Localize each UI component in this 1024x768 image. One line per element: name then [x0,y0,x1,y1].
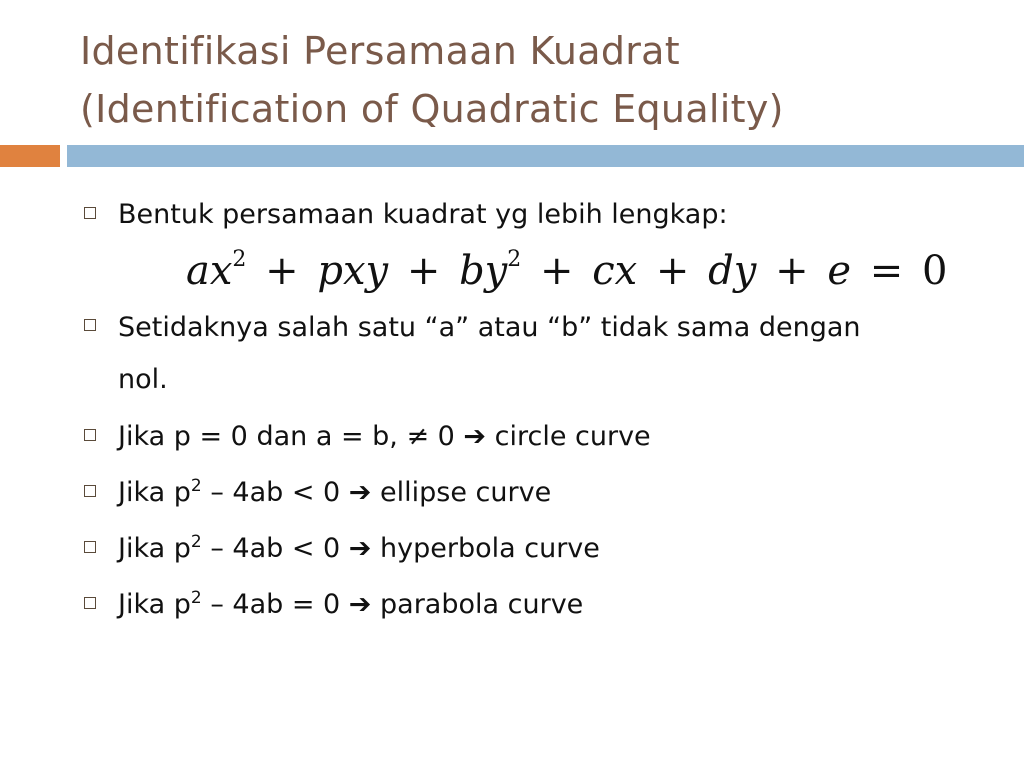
eq-term: e [827,248,851,294]
list-item [82,190,982,240]
accent-bar-orange [0,145,60,167]
item-text: Bentuk persamaan kuadrat yg lebih lengkap: [118,199,728,230]
list-item [82,524,982,574]
eq-operator: = [869,248,904,294]
list-item [82,302,908,406]
title-line-1: Identifikasi Persamaan Kuadrat [80,29,680,73]
list-item [82,580,982,630]
item-exponent: 2 [190,532,202,552]
eq-operator: + [655,248,690,294]
square-bullet-icon [84,541,96,553]
eq-term: dy [708,248,757,294]
item-text-post: – 4ab < 0 ➔ ellipse curve [201,477,552,508]
item-text: Setidaknya salah satu “a” atau “b” tidak sama dengan nol. [118,312,861,395]
eq-operator: + [265,248,299,294]
item-text [118,533,600,564]
item-exponent: 2 [190,476,202,496]
eq-operator: + [775,248,809,294]
eq-term: ax [186,248,233,294]
item-text-post: – 4ab = 0 ➔ parabola curve [201,589,584,620]
list-item [82,468,982,518]
bullet-list [82,190,982,630]
square-bullet-icon [84,429,96,441]
item-exponent: 2 [190,588,202,608]
eq-term: pxy [317,248,389,294]
quadratic-equation [82,240,982,302]
item-text-pre: Jika p [118,533,191,564]
eq-exponent: 2 [232,247,247,272]
square-bullet-icon [84,207,96,219]
eq-exponent: 2 [507,247,522,272]
square-bullet-icon [84,597,96,609]
item-text-pre: Jika p [118,589,191,620]
title-line-2: (Identification of Quadratic Equality) [80,87,784,131]
accent-bar-blue [67,145,1024,167]
item-text-pre: Jika p [118,477,191,508]
eq-term: by [459,248,508,294]
item-text [118,477,551,508]
item-text: Jika p = 0 dan a = b, ≠ 0 ➔ circle curve [118,421,651,452]
eq-operator: + [540,248,574,294]
eq-term: 0 [921,248,948,294]
item-text [118,589,583,620]
square-bullet-icon [84,485,96,497]
eq-operator: + [406,248,441,294]
list-item [82,412,982,462]
square-bullet-icon [84,319,96,331]
eq-term: cx [592,248,638,294]
item-text-post: – 4ab < 0 ➔ hyperbola curve [201,533,600,564]
slide-title [80,22,1000,138]
